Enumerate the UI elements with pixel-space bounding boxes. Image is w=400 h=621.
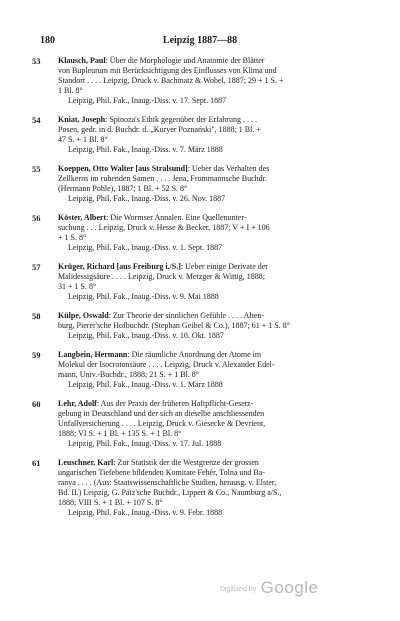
entry-author: Leuschner, Karl	[58, 458, 114, 467]
entry-dissertation-note: Leipzig, Phil. Fak., Inaug.-Diss. v. 17. Sept. 1887	[68, 96, 227, 105]
entry-text-line: ranya . . . . (Aus: Staatswissenschaftliche Studien, herausg. v. Elster,	[58, 478, 277, 487]
entry-text-line: (Hermann Pohle), 1887; 1 Bl. + 52 S. 8°	[58, 184, 188, 193]
entry-text-line: Leuschner, Karl: Zur Statistik der die Westgrenze der grossen	[58, 458, 259, 467]
entry-text-line: Bd. II.) Leipzig, G. Pätz'sche Buchdr., Lippert & Co., Naumburg a/S.,	[58, 488, 282, 497]
watermark-brand: Google	[260, 578, 319, 597]
bibliography-entry	[32, 115, 368, 155]
bibliography-list	[32, 56, 368, 527]
entry-author: Koeppen, Otto Walter [aus Stralsund]	[58, 164, 188, 173]
entry-dissertation-note: Leipzig, Phil. Fak., Inaug.-Diss. v. 9. Mai 1888	[68, 292, 219, 301]
entry-author: Krüger, Richard [aus Freiburg i./S.]	[58, 262, 181, 271]
running-title: Leipzig 1887—88	[162, 35, 238, 46]
entry-text-line: 1888; VI S. + 1 Bl. + 135 S. + 1 Bl. 8°	[58, 429, 182, 438]
entry-dissertation-note: Leipzig, Phil. Fak., Inaug.-Diss. v. 1. Sept. 1887	[68, 243, 223, 252]
entry-text-line: suchung . . . Leipzig, Druck v. Hesse & Becker, 1887; V + I + 106	[58, 223, 270, 232]
entry-text-line: 1 Bl. 8°	[58, 86, 83, 95]
entry-number: 61	[32, 458, 41, 468]
entry-dissertation-note: Leipzig, Phil. Fak., Inaug.-Diss. v. 10. Okt. 1887	[68, 331, 224, 340]
entry-author: Köster, Albert	[58, 213, 107, 222]
bibliography-entry	[32, 350, 368, 390]
entry-text-line: Köster, Albert: Die Wormser Annalen. Eine Quellenunter-	[58, 213, 247, 222]
bibliography-entry	[32, 458, 368, 518]
entry-number: 54	[32, 115, 41, 125]
entry-dissertation-note: Leipzig, Phil. Fak., Inaug.-Diss. v. 7. März 1888	[68, 145, 223, 154]
bibliography-entry	[32, 311, 368, 341]
entry-number: 53	[32, 56, 41, 66]
bibliography-entry	[32, 262, 368, 302]
entry-author: Langbein, Hermann	[58, 350, 128, 359]
entry-text-line: + 1 S. 8°	[58, 233, 87, 242]
bibliography-entry	[32, 164, 368, 204]
entry-text-line: Posen, gedr. in d. Buchdr. d. „Kuryer Poznański", 1888; 1 Bl. +	[58, 125, 261, 134]
entry-number: 58	[32, 311, 41, 321]
entry-author: Klausch, Paul	[58, 56, 106, 65]
entry-text-line: 47 S. + 1 Bl. 8°	[58, 135, 108, 144]
entry-text-line: Molekul der Isocrotonsäure . . . . Leipzig, Druck v. Alexander Edel-	[58, 360, 275, 369]
entry-number: 56	[32, 213, 41, 223]
entry-author: Lehr, Adolf	[58, 399, 97, 408]
entry-text-line: ungarischen Tiefebene bildenden Komitate Fehér, Tolna und Ba-	[58, 468, 265, 477]
entry-text-line: mann, Univ.-Buchdr., 1888; 21 S. + 1 Bl. 8°	[58, 370, 199, 379]
entry-text-line: Standort . . . . Leipzig, Druck v. Bachmatz & Wobel, 1887; 29 + 1 S. +	[58, 76, 284, 85]
entry-number: 55	[32, 164, 41, 174]
watermark-prefix: Digitized by	[220, 586, 257, 593]
entry-text-line: Zellkerns im ruhenden Samen . . . . Jena, Frommannsche Buchdr.	[58, 174, 267, 183]
entry-number: 57	[32, 262, 41, 272]
entry-text-line: Langbein, Hermann: Die räumliche Anordnung der Atome im	[58, 350, 262, 359]
bibliography-entry	[32, 399, 368, 449]
entry-author: Külpe, Oswald	[58, 311, 109, 320]
google-watermark	[220, 578, 318, 598]
bibliography-entry	[32, 213, 368, 253]
entry-text-line: Kniat, Joseph: Spinoza's Ethik gegenüber der Erfahrung . . . .	[58, 115, 257, 124]
entry-text-line: 31 + 1 S. 8°	[58, 282, 97, 291]
entry-text-line: gebung in Deutschland und der sich an dieselbe anschliessenden	[58, 409, 265, 418]
entry-number: 59	[32, 350, 41, 360]
entry-text-line: burg, Pierer'sche Hofbuchdr. (Stephan Geibel & Co.), 1887; 61 + 1 S. 8°	[58, 321, 290, 330]
entry-text-line: Külpe, Oswald: Zur Theorie der sinnlichen Gefühle . . . . Alten-	[58, 311, 265, 320]
entry-text-line: Koeppen, Otto Walter [aus Stralsund]: Ueber das Verhalten des	[58, 164, 270, 173]
entry-text-line: Lehr, Adolf: Aus der Praxis der früheren Haftpflicht-Gesetz-	[58, 399, 254, 408]
entry-dissertation-note: Leipzig, Phil. Fak., Inaug.-Diss. v. 9. Febr. 1888	[68, 508, 223, 517]
entry-text-line: von Bupleurum mit Berücksichtigung des Einflusses von Klima und	[58, 66, 277, 75]
entry-text-line: Klausch, Paul: Über die Morphologie und Anatomie der Blätter	[58, 56, 265, 65]
entry-dissertation-note: Leipzig, Phil. Fak., Inaug.-Diss. v. 26. Nov. 1887	[68, 194, 226, 203]
entry-text-line: Malidessigsäure . . . . Leipzig, Druck v. Metzger & Wittig, 1888;	[58, 272, 265, 281]
entry-dissertation-note: Leipzig, Phil. Fak., Inaug.-Diss. v. 17. Jul. 1888	[68, 439, 222, 448]
page-number: 180	[40, 35, 55, 46]
entry-author: Kniat, Joseph	[58, 115, 106, 124]
entry-dissertation-note: Leipzig, Phil. Fak., Inaug.-Diss. v. 1. März 1888	[68, 380, 223, 389]
page-header	[40, 35, 360, 49]
bibliography-entry	[32, 56, 368, 106]
entry-text-line: 1888; VIII S. + 1 Bl. + 107 S. 8°	[58, 498, 163, 507]
entry-text-line: Krüger, Richard [aus Freiburg i./S.]: Ueber einige Derivate der	[58, 262, 268, 271]
entry-number: 60	[32, 399, 41, 409]
entry-text-line: Unfallversicherung . . . . Leipzig, Druck v. Giesecke & Devrient,	[58, 419, 266, 428]
